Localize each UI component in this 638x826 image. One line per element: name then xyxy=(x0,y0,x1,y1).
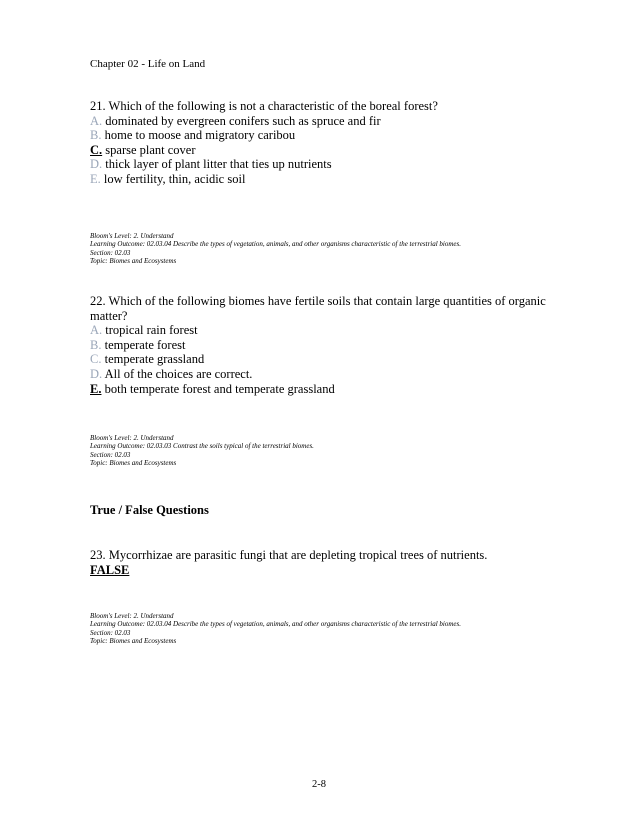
option-letter: E. xyxy=(90,171,101,186)
question-21-metadata xyxy=(90,232,461,265)
question-23-metadata xyxy=(90,612,461,645)
option-letter: C. xyxy=(90,352,102,367)
blooms-level: Bloom's Level: 2. Understand xyxy=(90,232,174,240)
option-e-correct xyxy=(90,382,560,397)
option-a xyxy=(90,114,560,129)
chapter-header: Chapter 02 - Life on Land xyxy=(90,58,206,70)
question-stem: 21. Which of the following is not a characteristic of the boreal forest? xyxy=(90,99,438,113)
topic: Topic: Biomes and Ecosystems xyxy=(90,636,177,645)
option-text: sparse plant cover xyxy=(105,142,196,157)
true-false-heading: True / False Questions xyxy=(90,503,209,517)
option-letter: D. xyxy=(90,366,103,381)
option-a xyxy=(90,323,560,338)
option-text: home to moose and migratory caribou xyxy=(104,128,296,143)
section-ref: Section: 02.03 xyxy=(90,248,131,257)
option-letter: B. xyxy=(90,128,102,143)
question-23 xyxy=(90,548,560,577)
option-text: both temperate forest and temperate grassland xyxy=(104,381,335,396)
option-e xyxy=(90,172,560,187)
learning-outcome: Learning Outcome: 02.03.03 Contrast the soils typical of the terrestrial biomes. xyxy=(90,442,314,451)
option-letter: A. xyxy=(90,323,103,338)
option-d xyxy=(90,367,560,382)
option-text: temperate grassland xyxy=(104,352,205,367)
option-letter: C. xyxy=(90,142,103,157)
blooms-level: Bloom's Level: 2. Understand xyxy=(90,612,174,620)
answer-false: FALSE xyxy=(90,562,130,577)
option-text: All of the choices are correct. xyxy=(104,366,253,381)
learning-outcome: Learning Outcome: 02.03.04 Describe the types of vegetation, animals, and other organisms characteristic of the terrestrial biomes. xyxy=(90,620,462,629)
section-ref: Section: 02.03 xyxy=(90,628,131,637)
option-text: low fertility, thin, acidic soil xyxy=(103,171,246,186)
learning-outcome: Learning Outcome: 02.03.04 Describe the types of vegetation, animals, and other organisms characteristic of the terrestrial biomes. xyxy=(90,240,462,249)
option-letter: B. xyxy=(90,337,102,352)
option-c xyxy=(90,352,560,367)
option-text: tropical rain forest xyxy=(105,323,198,338)
blooms-level: Bloom's Level: 2. Understand xyxy=(90,434,174,442)
page-number: 2-8 xyxy=(312,779,326,790)
question-22-metadata xyxy=(90,434,314,467)
question-21 xyxy=(90,99,560,187)
section-ref: Section: 02.03 xyxy=(90,450,131,459)
option-letter: E. xyxy=(90,381,102,396)
option-c-correct xyxy=(90,143,560,158)
option-b xyxy=(90,338,560,353)
option-b xyxy=(90,128,560,143)
question-stem: 23. Mycorrhizae are parasitic fungi that are depleting tropical trees of nutrients. xyxy=(90,548,488,562)
option-text: temperate forest xyxy=(104,337,186,352)
topic: Topic: Biomes and Ecosystems xyxy=(90,256,177,265)
option-letter: D. xyxy=(90,157,103,172)
question-22 xyxy=(90,294,560,396)
option-text: thick layer of plant litter that ties up nutrients xyxy=(105,157,332,172)
topic: Topic: Biomes and Ecosystems xyxy=(90,458,177,467)
option-letter: A. xyxy=(90,113,103,128)
option-d xyxy=(90,157,560,172)
option-text: dominated by evergreen conifers such as spruce and fir xyxy=(105,113,381,128)
question-stem: 22. Which of the following biomes have fertile soils that contain large quantities of organic matter? xyxy=(90,294,546,323)
